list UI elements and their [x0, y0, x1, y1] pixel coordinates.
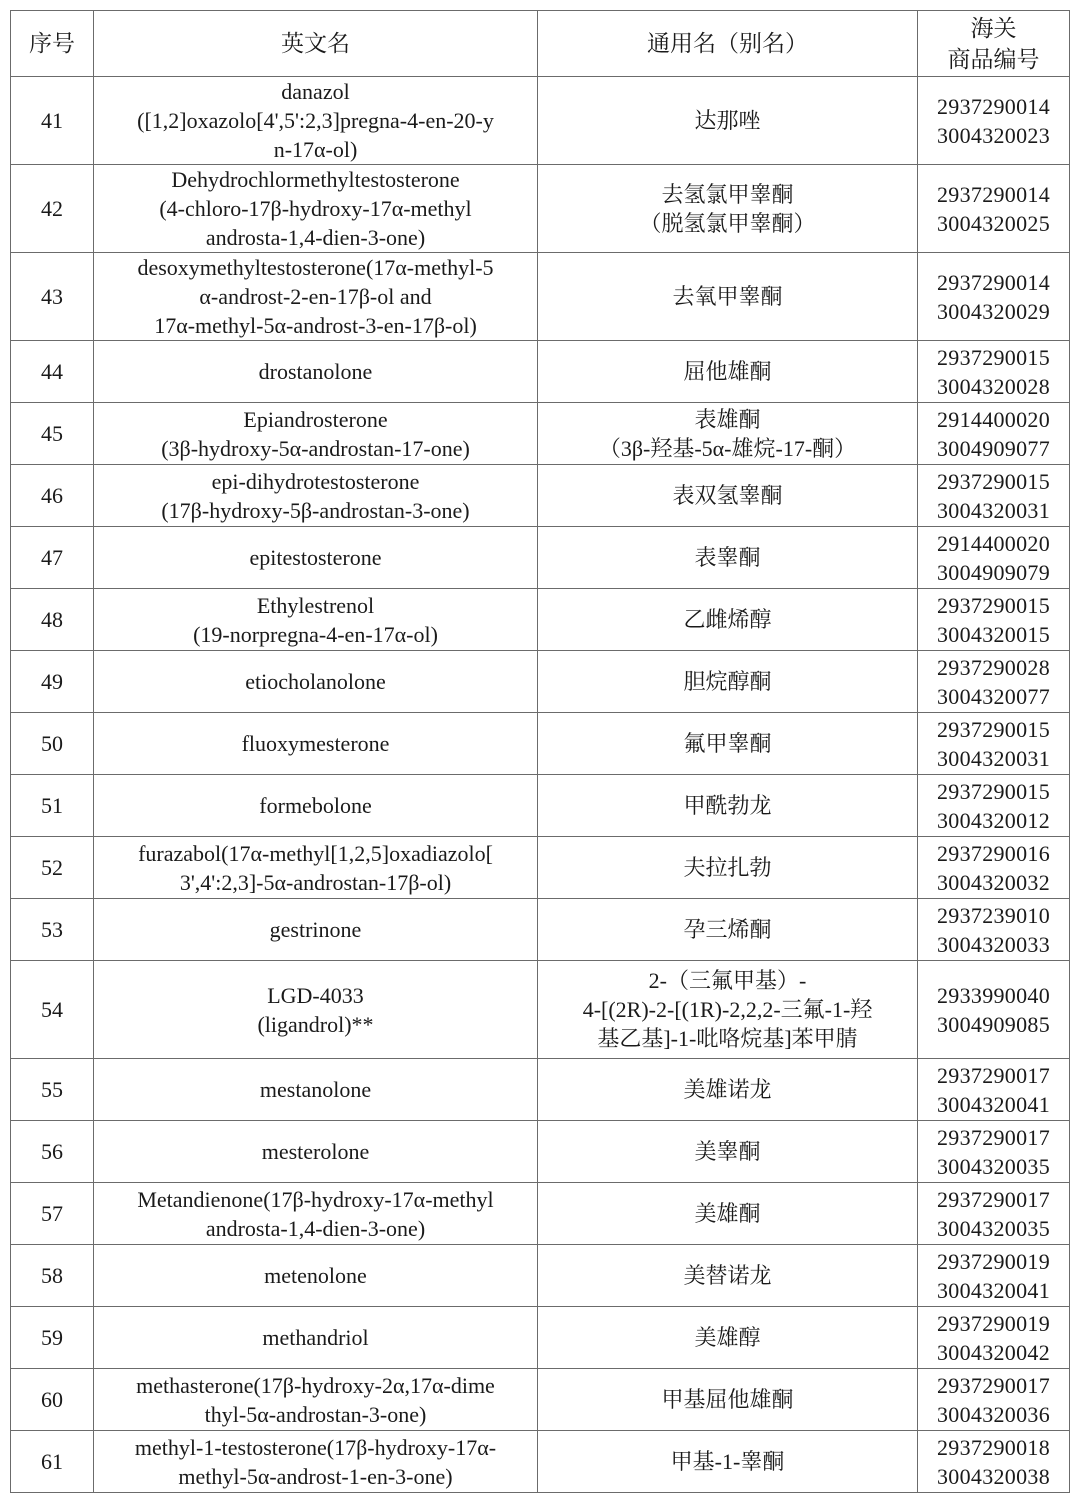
english-name-line: mesterolone — [261, 1139, 370, 1164]
english-name-line: methasterone(17β-hydroxy-2α,17α-dime — [136, 1372, 495, 1398]
hs-code-line: 2937290015 — [937, 344, 1050, 370]
english-name-cell — [94, 1121, 538, 1183]
english-name-line: fluoxymesterone — [241, 731, 390, 756]
common-name-line: 氟甲睾酮 — [683, 731, 772, 756]
hs-code-line: 2937290014 — [937, 93, 1050, 119]
english-name-line: (4-chloro-17β-hydroxy-17α-methyl — [159, 196, 472, 221]
row-number: 45 — [11, 403, 94, 465]
english-name-cell — [94, 465, 538, 527]
common-name-cell — [538, 1121, 918, 1183]
english-name-cell — [94, 961, 538, 1059]
hs-code-line: 2914400020 — [937, 530, 1050, 556]
row-number: 61 — [11, 1431, 94, 1493]
common-name-line: 屈他雄酮 — [683, 359, 772, 384]
table-row — [11, 837, 1070, 899]
hs-code-cell — [918, 1245, 1070, 1307]
row-number: 60 — [11, 1369, 94, 1431]
table-row — [11, 77, 1070, 165]
hs-code-line: 3004320028 — [937, 373, 1050, 399]
common-name-line: 2-（三氟甲基）- — [648, 968, 807, 993]
row-number: 57 — [11, 1183, 94, 1245]
english-name-line: n-17α-ol) — [273, 137, 358, 162]
hs-code-cell — [918, 1307, 1070, 1369]
english-name-line: ([1,2]oxazolo[4',5':2,3]pregna-4-en-20-y — [137, 108, 494, 133]
english-name-line: drostanolone — [258, 359, 373, 384]
english-name-cell — [94, 341, 538, 403]
row-number: 54 — [11, 961, 94, 1059]
hs-code-line: 2937290014 — [937, 269, 1050, 295]
hs-code-line: 3004320031 — [937, 745, 1050, 771]
common-name-cell — [538, 465, 918, 527]
common-name-line: （3β-羟基-5α-雄烷-17-酮） — [598, 435, 857, 461]
english-name-cell — [94, 165, 538, 253]
common-name-line: 夫拉扎勃 — [683, 855, 772, 880]
table-row — [11, 1431, 1070, 1493]
english-name-line: desoxymethyltestosterone(17α-methyl-5 — [137, 255, 494, 280]
common-name-cell — [538, 1431, 918, 1493]
common-name-cell — [538, 1307, 918, 1369]
common-name-cell — [538, 589, 918, 651]
common-name-cell — [538, 1059, 918, 1121]
table-row — [11, 341, 1070, 403]
hs-code-line: 3004320029 — [937, 298, 1050, 324]
english-name-line: thyl-5α-androstan-3-one) — [204, 1401, 427, 1427]
hs-code-cell — [918, 465, 1070, 527]
row-number: 53 — [11, 899, 94, 961]
hs-code-line: 3004909077 — [937, 435, 1050, 461]
hs-code-line: 3004320041 — [937, 1091, 1050, 1117]
english-name-line: methyl-5α-androst-1-en-3-one) — [178, 1463, 453, 1489]
hs-code-cell — [918, 527, 1070, 589]
hs-code-line: 2937290017 — [937, 1124, 1050, 1150]
english-name-cell — [94, 1431, 538, 1493]
english-name-cell — [94, 1307, 538, 1369]
english-name-cell — [94, 775, 538, 837]
hs-code-line: 3004320077 — [937, 683, 1050, 709]
row-number: 41 — [11, 77, 94, 165]
common-name-line: （脱氢氯甲睾酮） — [639, 210, 816, 236]
english-name-line: gestrinone — [269, 917, 362, 942]
english-name-line: Epiandrosterone — [243, 406, 388, 432]
hs-code-line: 3004320033 — [937, 931, 1050, 957]
hs-code-line: 2937290017 — [937, 1186, 1050, 1212]
row-number: 52 — [11, 837, 94, 899]
common-name-line: 表双氢睾酮 — [672, 483, 783, 508]
common-name-line: 基乙基]-1-吡咯烷基]苯甲腈 — [597, 1026, 858, 1051]
english-name-line: epitestosterone — [249, 545, 382, 570]
hs-code-cell — [918, 165, 1070, 253]
table-row — [11, 899, 1070, 961]
common-name-line: 美睾酮 — [694, 1139, 761, 1164]
hs-code-line: 3004320035 — [937, 1153, 1050, 1179]
hs-code-line: 3004909079 — [937, 559, 1050, 585]
english-name-cell — [94, 527, 538, 589]
english-name-line: metenolone — [264, 1263, 367, 1288]
common-name-cell — [538, 253, 918, 341]
english-name-cell — [94, 837, 538, 899]
hs-code-line: 2937290014 — [937, 181, 1050, 207]
english-name-line: LGD-4033 — [267, 982, 364, 1008]
hs-code-line: 3004320035 — [937, 1215, 1050, 1241]
common-name-line: 达那唑 — [694, 108, 761, 133]
header-hs-line: 商品编号 — [947, 46, 1040, 72]
common-name-cell — [538, 527, 918, 589]
english-name-line: α-androst-2-en-17β-ol and — [199, 284, 432, 309]
english-name-cell — [94, 253, 538, 341]
common-name-cell — [538, 961, 918, 1059]
row-number: 56 — [11, 1121, 94, 1183]
substance-table — [10, 10, 1070, 1493]
english-name-line: 3',4':2,3]-5α-androstan-17β-ol) — [179, 869, 452, 895]
hs-code-cell — [918, 1059, 1070, 1121]
hs-code-line: 2937290017 — [937, 1062, 1050, 1088]
header-hs-line: 海关 — [970, 15, 1017, 41]
common-name-cell — [538, 713, 918, 775]
hs-code-line: 3004320025 — [937, 210, 1050, 236]
row-number: 43 — [11, 253, 94, 341]
row-number: 49 — [11, 651, 94, 713]
row-number: 55 — [11, 1059, 94, 1121]
english-name-line: androsta-1,4-dien-3-one) — [205, 1215, 426, 1241]
hs-code-cell — [918, 1431, 1070, 1493]
english-name-line: furazabol(17α-methyl[1,2,5]oxadiazolo[ — [138, 840, 493, 866]
english-name-line: epi-dihydrotestosterone — [211, 468, 420, 494]
english-name-line: 17α-methyl-5α-androst-3-en-17β-ol) — [154, 313, 477, 338]
hs-code-line: 2937290015 — [937, 468, 1050, 494]
english-name-cell — [94, 1245, 538, 1307]
common-name-line: 美雄诺龙 — [683, 1077, 772, 1102]
common-name-line: 甲基屈他雄酮 — [661, 1387, 794, 1412]
common-name-line: 乙雌烯醇 — [683, 607, 772, 632]
table-row — [11, 165, 1070, 253]
hs-code-cell — [918, 77, 1070, 165]
common-name-cell — [538, 77, 918, 165]
hs-code-line: 2937239010 — [937, 902, 1050, 928]
hs-code-line: 2914400020 — [937, 406, 1050, 432]
table-row — [11, 775, 1070, 837]
hs-code-cell — [918, 1183, 1070, 1245]
hs-code-line: 2937290019 — [937, 1310, 1050, 1336]
hs-code-cell — [918, 775, 1070, 837]
table-row — [11, 1369, 1070, 1431]
hs-code-line: 2937290015 — [937, 778, 1050, 804]
table-row — [11, 465, 1070, 527]
table-row — [11, 713, 1070, 775]
row-number: 59 — [11, 1307, 94, 1369]
hs-code-line: 2937290016 — [937, 840, 1050, 866]
table-row — [11, 1245, 1070, 1307]
hs-code-line: 3004909085 — [937, 1011, 1050, 1037]
common-name-cell — [538, 775, 918, 837]
english-name-cell — [94, 1183, 538, 1245]
hs-code-line: 3004320012 — [937, 807, 1050, 833]
english-name-line: formebolone — [259, 793, 372, 818]
hs-code-cell — [918, 837, 1070, 899]
hs-code-line: 2937290019 — [937, 1248, 1050, 1274]
hs-code-line: 3004320023 — [937, 122, 1050, 148]
hs-code-line: 3004320038 — [937, 1463, 1050, 1489]
common-name-line: 表睾酮 — [694, 545, 761, 570]
common-name-cell — [538, 1245, 918, 1307]
common-name-cell — [538, 341, 918, 403]
hs-code-cell — [918, 1369, 1070, 1431]
english-name-line: Dehydrochlormethyltestosterone — [171, 167, 460, 192]
english-name-cell — [94, 651, 538, 713]
table-row — [11, 589, 1070, 651]
common-name-line: 胆烷醇酮 — [683, 669, 772, 694]
english-name-cell — [94, 77, 538, 165]
hs-code-line: 2937290015 — [937, 592, 1050, 618]
common-name-line: 表雄酮 — [694, 406, 761, 432]
hs-code-line: 3004320015 — [937, 621, 1050, 647]
common-name-cell — [538, 1369, 918, 1431]
english-name-cell — [94, 1369, 538, 1431]
english-name-cell — [94, 1059, 538, 1121]
english-name-line: (19-norpregna-4-en-17α-ol) — [193, 621, 438, 647]
hs-code-cell — [918, 961, 1070, 1059]
common-name-line: 美替诺龙 — [683, 1263, 772, 1288]
hs-code-cell — [918, 1121, 1070, 1183]
table-row — [11, 1059, 1070, 1121]
english-name-line: methandriol — [262, 1325, 369, 1350]
hs-code-line: 2937290017 — [937, 1372, 1050, 1398]
table-row — [11, 253, 1070, 341]
hs-code-line: 3004320032 — [937, 869, 1050, 895]
header-no: 序号 — [11, 11, 94, 77]
hs-code-line: 2937290028 — [937, 654, 1050, 680]
english-name-line: etiocholanolone — [245, 669, 386, 694]
common-name-cell — [538, 403, 918, 465]
row-number: 47 — [11, 527, 94, 589]
common-name-cell — [538, 1183, 918, 1245]
common-name-line: 甲基-1-睾酮 — [670, 1449, 785, 1474]
hs-code-cell — [918, 589, 1070, 651]
hs-code-line: 2937290018 — [937, 1434, 1050, 1460]
header-english-name: 英文名 — [94, 11, 538, 77]
english-name-line: androsta-1,4-dien-3-one) — [205, 225, 426, 250]
english-name-line: (ligandrol)** — [257, 1011, 374, 1037]
row-number: 42 — [11, 165, 94, 253]
common-name-line: 孕三烯酮 — [683, 917, 772, 942]
table-row — [11, 403, 1070, 465]
hs-code-line: 2937290015 — [937, 716, 1050, 742]
table-row — [11, 1121, 1070, 1183]
row-number: 46 — [11, 465, 94, 527]
hs-code-cell — [918, 713, 1070, 775]
hs-code-cell — [918, 899, 1070, 961]
common-name-cell — [538, 165, 918, 253]
header-common-name: 通用名（别名） — [538, 11, 918, 77]
hs-code-line: 3004320036 — [937, 1401, 1050, 1427]
header-row — [11, 11, 1070, 77]
row-number: 51 — [11, 775, 94, 837]
english-name-line: mestanolone — [259, 1077, 372, 1102]
hs-code-line: 3004320031 — [937, 497, 1050, 523]
row-number: 50 — [11, 713, 94, 775]
table-row — [11, 961, 1070, 1059]
hs-code-cell — [918, 403, 1070, 465]
header-hs-code — [918, 11, 1070, 77]
common-name-line: 4-[(2R)-2-[(1R)-2,2,2-三氟-1-羟 — [582, 997, 873, 1022]
english-name-cell — [94, 589, 538, 651]
hs-code-cell — [918, 341, 1070, 403]
hs-code-line: 3004320042 — [937, 1339, 1050, 1365]
table-row — [11, 1307, 1070, 1369]
english-name-line: Metandienone(17β-hydroxy-17α-methyl — [137, 1186, 494, 1212]
common-name-cell — [538, 899, 918, 961]
row-number: 48 — [11, 589, 94, 651]
english-name-cell — [94, 713, 538, 775]
common-name-cell — [538, 837, 918, 899]
english-name-line: danazol — [281, 79, 350, 104]
common-name-line: 去氧甲睾酮 — [672, 284, 783, 309]
table-row — [11, 527, 1070, 589]
english-name-cell — [94, 403, 538, 465]
english-name-line: Ethylestrenol — [256, 592, 375, 618]
hs-code-cell — [918, 253, 1070, 341]
hs-code-line: 3004320041 — [937, 1277, 1050, 1303]
hs-code-line: 2933990040 — [937, 982, 1050, 1008]
english-name-line: (3β-hydroxy-5α-androstan-17-one) — [161, 435, 470, 461]
common-name-line: 去氢氯甲睾酮 — [661, 181, 794, 207]
row-number: 58 — [11, 1245, 94, 1307]
hs-code-cell — [918, 651, 1070, 713]
common-name-line: 美雄酮 — [694, 1201, 761, 1226]
common-name-cell — [538, 651, 918, 713]
table-row — [11, 651, 1070, 713]
english-name-cell — [94, 899, 538, 961]
row-number: 44 — [11, 341, 94, 403]
english-name-line: (17β-hydroxy-5β-androstan-3-one) — [161, 497, 470, 523]
english-name-line: methyl-1-testosterone(17β-hydroxy-17α- — [134, 1434, 497, 1460]
common-name-line: 美雄醇 — [694, 1325, 761, 1350]
table-row — [11, 1183, 1070, 1245]
common-name-line: 甲酰勃龙 — [683, 793, 772, 818]
